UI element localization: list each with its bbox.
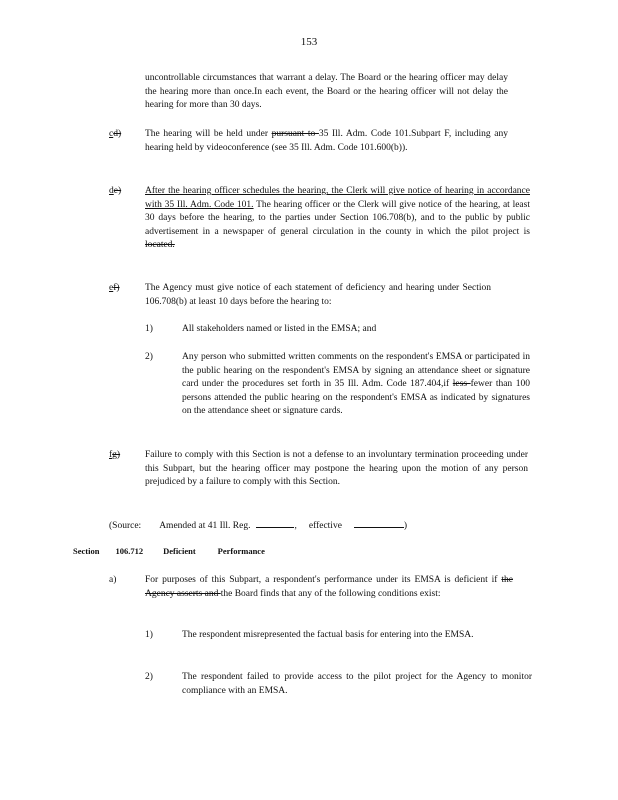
page-number: 153 [300, 36, 318, 48]
source-note [109, 518, 407, 534]
item-c-struck: pursuant to [271, 129, 319, 139]
section-title-b: Performance [217, 546, 265, 556]
item-e-label [109, 282, 120, 296]
section-label: Section [73, 546, 100, 556]
source-amended: Amended at 41 Ill. Reg. [159, 521, 251, 531]
item-a-text-a: For purposes of this Subpart, a respondent's performance under its EMSA is deficient if [145, 575, 502, 585]
item-c-label-old: d) [113, 129, 122, 139]
section-heading [73, 545, 265, 558]
item-e-label-new: e [109, 283, 114, 293]
section-number: 106.712 [115, 546, 144, 556]
item-c-label-new: c [109, 129, 114, 139]
item-a-label: a) [109, 575, 117, 585]
source-reg-blank [256, 518, 294, 528]
item-d-body: The hearing officer or the Clerk will give notice of the hearing, at least 30 days before the hearing, to the parties under Section 106.708(b), and to the public by public advertisement in a newspaper of general circulation in the county in which the pilot project is [145, 199, 530, 237]
source-effective: effective [308, 521, 342, 531]
item-e-sub2-label: 2) [145, 352, 153, 362]
item-d-label-new: d [109, 186, 114, 196]
source-date-blank [354, 518, 404, 528]
item-a-text [145, 574, 513, 601]
item-d-label [109, 185, 121, 199]
source-close: ) [403, 521, 408, 531]
item-c-text [145, 128, 508, 155]
item-e-sub2-text [182, 351, 530, 419]
item-e-label-old: f) [113, 283, 120, 293]
item-e-sub2-struck: less [452, 379, 471, 390]
item-e-text: The Agency must give notice of each statement of deficiency and hearing under Section 106.708(b) at least 10 days before the hearing to: [145, 283, 491, 307]
item-f-label [109, 449, 120, 463]
item-a-sub2-label: 2) [145, 672, 153, 682]
section-title-a: Deficient [163, 546, 196, 556]
item-a-sub2-text: The respondent failed to provide access to the pilot project for the Agency to monitor compliance with an EMSA. [182, 672, 532, 696]
source-comma: , [294, 521, 297, 531]
item-c-label [109, 128, 121, 142]
item-f-text: Failure to comply with this Section is not a defense to an involuntary termination proceeding under this Subpart, but the hearing officer may postpone the hearing upon the motion of any person prejudiced by a failure to comply with this Section. [145, 450, 528, 488]
item-a-text-b: the Board finds that any of the following conditions exist: [220, 588, 441, 599]
item-d-struck: located. [145, 240, 175, 251]
continuation-paragraph: uncontrollable circumstances that warrant a delay. The Board or the hearing officer may delay the hearing more than once.In each event, the Board or the hearing officer will not delay the hearing for more than 30 days. [145, 73, 508, 111]
item-e-sub2-text-a: Any person who submitted written comments on the respondent's EMSA or participated in the public hearing on the respondent's EMSA by signing an attendance sheet or signature card under the procedures set forth in 35 Ill. Adm. Code 187.404,if [182, 352, 530, 390]
item-d-text [145, 185, 530, 253]
item-a-sub1-label: 1) [145, 630, 153, 640]
item-d-label-old: e) [113, 186, 122, 196]
item-f-label-old: g) [112, 450, 121, 460]
item-f-label-new: f [109, 450, 113, 460]
item-c-text-a: The hearing will be held under [145, 129, 272, 139]
item-a-struck: the Agency asserts and [145, 575, 513, 599]
item-e-sub2-text-b: fewer than 100 persons attended the public hearing on the respondent's EMSA as indicated by signatures on the attendance sheet or signature cards. [182, 379, 530, 417]
item-a-sub1-text: The respondent misrepresented the factual basis for entering into the EMSA. [182, 630, 474, 640]
item-e-sub1-label: 1) [145, 324, 153, 334]
item-e-sub1-text: All stakeholders named or listed in the EMSA; and [182, 324, 377, 334]
item-c-text-b: 35 Ill. Adm. Code 101.Subpart F, including any hearing held by videoconference (see 35 Ill. Adm. Code 101.600(b)). [145, 129, 508, 153]
item-d-underlined: After the hearing officer schedules the hearing, the Clerk will give notice of hearing in accordance with 35 Ill. Adm. Code 101. [145, 186, 530, 210]
source-prefix: (Source: [109, 521, 142, 531]
